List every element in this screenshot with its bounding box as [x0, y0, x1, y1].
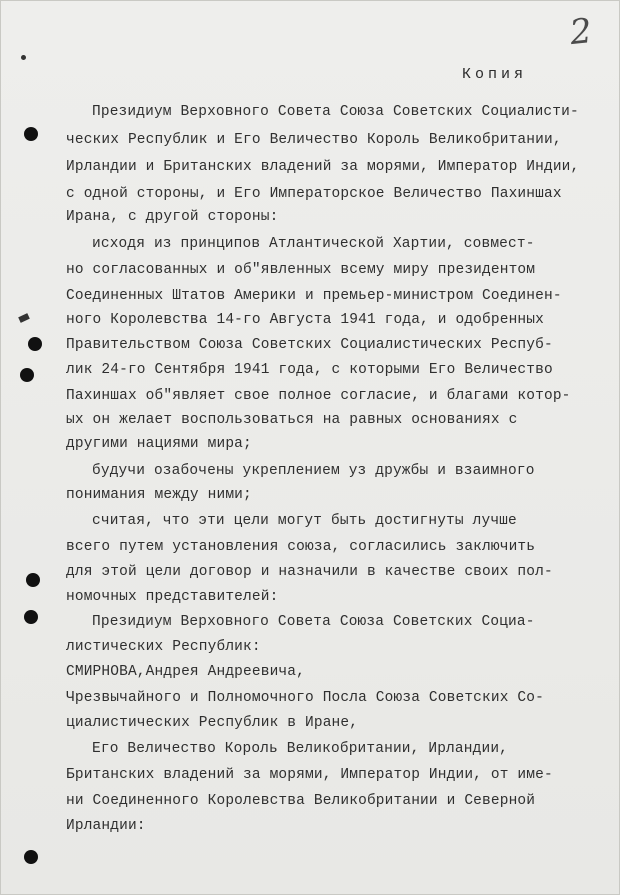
- copy-header: Копия: [462, 66, 528, 83]
- text-line: листических Республик:: [66, 639, 261, 655]
- margin-dot-icon: [21, 55, 26, 60]
- text-line: Британских владений за морями, Император Индии, от име-: [66, 767, 553, 783]
- text-line: ни Соединенного Королевства Великобритании и Северной: [66, 793, 536, 809]
- text-line: Соединенных Штатов Америки и премьер-министром Соединен-: [66, 288, 562, 304]
- text-line: циалистических Республик в Иране,: [66, 715, 359, 731]
- handwritten-page-number: 2: [567, 10, 594, 54]
- margin-tick-icon: [18, 313, 30, 323]
- text-line: с одной стороны, и Его Императорское Величество Пахиншах: [66, 186, 562, 202]
- text-line: Ирана, с другой стороны:: [66, 209, 279, 225]
- text-line: Ирландии и Британских владений за морями, Император Индии,: [66, 159, 580, 175]
- text-line: Его Величество Король Великобритании, Ирландии,: [92, 741, 509, 757]
- binder-hole-icon: [24, 850, 38, 864]
- binder-hole-icon: [24, 610, 38, 624]
- text-line: но согласованных и об"явленных всему миру президентом: [66, 262, 536, 278]
- text-line: Ирландии:: [66, 818, 146, 834]
- text-line: ых он желает воспользоваться на равных основаниях с: [66, 412, 518, 428]
- text-line: ческих Республик и Его Величество Король Великобритании,: [66, 132, 562, 148]
- text-line: номочных представителей:: [66, 589, 279, 605]
- text-line: Правительством Союза Советских Социалистических Респуб-: [66, 337, 553, 353]
- text-line: всего путем установления союза, согласились заключить: [66, 539, 536, 555]
- text-line: будучи озабочены укреплением уз дружбы и взаимного: [92, 463, 535, 479]
- text-line: ного Королевства 14-го Августа 1941 года, и одобренных: [66, 312, 544, 328]
- binder-hole-icon: [26, 573, 40, 587]
- text-line: считая, что эти цели могут быть достигнуты лучше: [92, 513, 517, 529]
- text-line: Чрезвычайного и Полномочного Посла Союза Советских Со-: [66, 690, 544, 706]
- binder-hole-icon: [20, 368, 34, 382]
- binder-hole-icon: [28, 337, 42, 351]
- text-line: СМИРНОВА,Андрея Андреевича,: [66, 664, 305, 680]
- text-line: Пахиншах об"являет свое полное согласие, и благами котор-: [66, 388, 571, 404]
- text-line: понимания между ними;: [66, 487, 252, 503]
- text-line: другими нациями мира;: [66, 436, 252, 452]
- binder-hole-icon: [24, 127, 38, 141]
- text-line: для этой цели договор и назначили в качестве своих пол-: [66, 564, 553, 580]
- text-line: лик 24-го Сентября 1941 года, с которыми Его Величество: [66, 362, 553, 378]
- text-line: исходя из принципов Атлантической Хартии, совмест-: [92, 236, 535, 252]
- text-line: Президиум Верховного Совета Союза Советских Социалисти-: [92, 104, 579, 120]
- text-line: Президиум Верховного Совета Союза Советских Социа-: [92, 614, 535, 630]
